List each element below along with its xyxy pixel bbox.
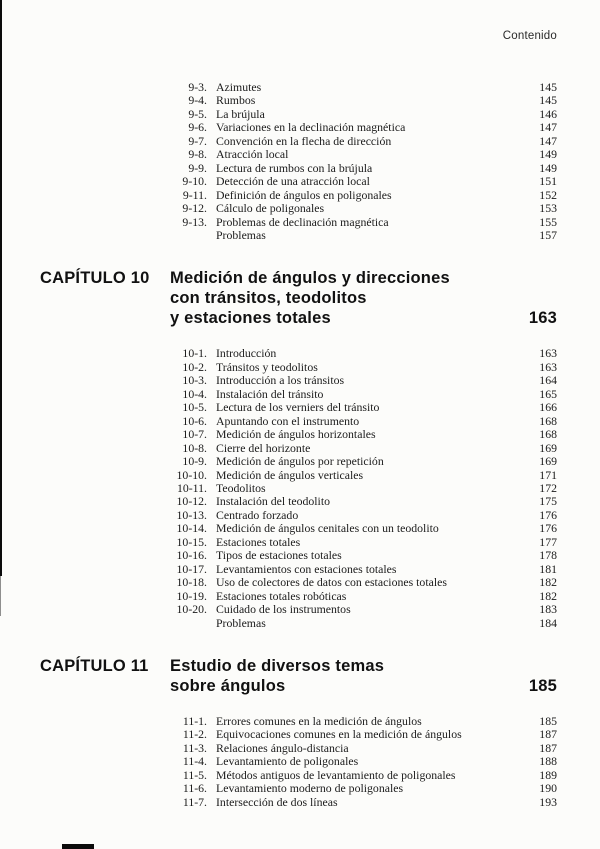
entry-page-number: 169	[539, 440, 557, 455]
toc-entry	[165, 347, 557, 360]
entry-number: 9-12.	[182, 201, 207, 216]
entry-title: Intersección de dos líneas	[216, 795, 338, 809]
chapter-title-line: Medición de ángulos y direcciones	[170, 269, 450, 288]
entry-title: Problemas	[216, 616, 266, 630]
entry-page-number: 182	[539, 588, 557, 603]
toc-entry	[165, 428, 557, 441]
entry-page-number: 171	[539, 467, 557, 482]
toc-entry	[165, 742, 557, 755]
entry-title: La brújula	[216, 107, 265, 121]
toc-entry	[165, 374, 557, 387]
entry-number: 11-7.	[182, 794, 207, 809]
toc-entry	[165, 189, 557, 202]
entry-page-number: 147	[539, 120, 557, 135]
entry-title: Apuntando con el instrumento	[216, 414, 360, 428]
entry-number: 10-10.	[176, 467, 207, 482]
entry-title: Atracción local	[216, 148, 289, 162]
entry-page-number: 183	[539, 602, 557, 617]
toc-entry	[165, 216, 557, 229]
toc-entry	[165, 388, 557, 401]
entry-number: 11-2.	[182, 727, 207, 742]
entry-page-number: 149	[539, 147, 557, 162]
entry-page-number: 187	[539, 740, 557, 755]
entry-title: Teodolitos	[216, 481, 266, 495]
entry-number: 9-8.	[188, 147, 207, 162]
toc-entry	[165, 590, 557, 603]
entry-page-number: 187	[539, 727, 557, 742]
entry-number	[165, 229, 207, 242]
toc-entry	[165, 81, 557, 94]
toc-entry	[165, 549, 557, 562]
toc-entry	[165, 94, 557, 107]
entry-page-number: 177	[539, 534, 557, 549]
chapter-title-line: y estaciones totales	[170, 309, 331, 328]
entry-number: 9-9.	[188, 160, 207, 175]
entry-page-number: 185	[539, 713, 557, 728]
entry-number: 10-6.	[182, 413, 207, 428]
toc-entry	[165, 469, 557, 482]
entry-title: Medición de ángulos cenitales con un teodolito	[216, 522, 439, 536]
entry-title: Instalación del teodolito	[216, 495, 331, 509]
entry-number: 10-9.	[182, 454, 207, 469]
toc-entry	[165, 415, 557, 428]
entry-page-number: 145	[539, 93, 557, 108]
entry-page-number: 163	[539, 359, 557, 374]
entry-page-number: 169	[539, 454, 557, 469]
toc-entry-list	[165, 81, 557, 242]
chapter-title-line: con tránsitos, teodolitos	[170, 289, 367, 308]
toc-entry	[165, 536, 557, 549]
entry-number: 11-3.	[182, 740, 207, 755]
entry-title: Estaciones totales	[216, 535, 301, 549]
entry-title: Rumbos	[216, 94, 256, 108]
entry-number: 11-4.	[182, 754, 207, 769]
entry-title: Cálculo de poligonales	[216, 202, 325, 216]
entry-title: Tipos de estaciones totales	[216, 549, 342, 563]
entry-number: 9-7.	[188, 133, 207, 148]
entry-page-number: 189	[539, 767, 557, 782]
entry-title: Levantamiento moderno de poligonales	[216, 782, 404, 796]
chapter-label: CAPÍTULO 10	[40, 269, 150, 288]
toc-entry	[165, 563, 557, 576]
entry-title: Problemas	[216, 228, 266, 242]
toc-entry	[165, 782, 557, 795]
entry-number: 10-15.	[176, 534, 207, 549]
entry-number	[165, 617, 207, 630]
entry-page-number: 181	[539, 561, 557, 576]
entry-number: 9-4.	[188, 93, 207, 108]
page-header: Contenido	[502, 30, 557, 42]
entry-number: 10-18.	[176, 575, 207, 590]
entry-title: Lectura de los verniers del tránsito	[216, 401, 380, 415]
toc-entry	[165, 202, 557, 215]
toc-entry	[165, 617, 557, 630]
entry-number: 10-19.	[176, 588, 207, 603]
entry-title: Levantamientos con estaciones totales	[216, 562, 397, 576]
entry-page-number: 193	[539, 794, 557, 809]
entry-page-number: 145	[539, 80, 557, 94]
toc-entry	[165, 728, 557, 741]
chapter-label: CAPÍTULO 11	[40, 656, 149, 675]
entry-number: 9-5.	[188, 106, 207, 121]
toc-entry	[165, 715, 557, 728]
entry-title: Detección de una atracción local	[216, 175, 370, 189]
entry-page-number: 175	[539, 494, 557, 509]
entry-number: 10-4.	[182, 386, 207, 401]
entry-page-number: 172	[539, 480, 557, 495]
entry-title: Introducción a los tránsitos	[216, 374, 345, 388]
entry-page-number: 157	[539, 227, 557, 242]
entry-title: Cuidado de los instrumentos	[216, 603, 351, 617]
entry-page-number: 163	[539, 346, 557, 361]
toc-entry	[165, 148, 557, 161]
toc-content	[40, 81, 557, 809]
entry-page-number: 176	[539, 521, 557, 536]
toc-entry	[165, 495, 557, 508]
toc-entry	[165, 522, 557, 535]
toc-entry	[165, 135, 557, 148]
entry-title: Errores comunes en la medición de ángulos	[216, 714, 422, 728]
entry-page-number: 168	[539, 427, 557, 442]
entry-number: 9-13.	[182, 214, 207, 229]
toc-entry	[165, 769, 557, 782]
entry-page-number: 151	[539, 174, 557, 189]
toc-entry	[165, 361, 557, 374]
entry-title: Estaciones totales robóticas	[216, 589, 347, 603]
entry-page-number: 168	[539, 413, 557, 428]
entry-title: Tránsitos y teodolitos	[216, 360, 318, 374]
entry-title: Centrado forzado	[216, 508, 299, 522]
entry-number: 9-6.	[188, 120, 207, 135]
entry-number: 11-1.	[182, 713, 207, 728]
toc-entry	[165, 175, 557, 188]
entry-number: 10-8.	[182, 440, 207, 455]
entry-page-number: 153	[539, 201, 557, 216]
entry-page-number: 178	[539, 548, 557, 563]
toc-entry	[165, 796, 557, 809]
entry-page-number: 166	[539, 400, 557, 415]
chapter-heading	[40, 268, 557, 328]
entry-page-number: 152	[539, 187, 557, 202]
chapter-heading	[40, 656, 557, 696]
toc-entry	[165, 455, 557, 468]
toc-entry	[165, 121, 557, 134]
entry-number: 9-11.	[182, 187, 207, 202]
entry-title: Levantamiento de poligonales	[216, 755, 359, 769]
entry-number: 10-16.	[176, 548, 207, 563]
entry-title: Instalación del tránsito	[216, 387, 324, 401]
toc-entry	[165, 755, 557, 768]
entry-title: Equivocaciones comunes en la medición de ángulos	[216, 728, 462, 742]
entry-number: 10-14.	[176, 521, 207, 536]
toc-entry	[165, 162, 557, 175]
entry-title: Variaciones en la declinación magnética	[216, 121, 406, 135]
toc-entry-list	[165, 347, 557, 630]
entry-number: 11-5.	[182, 767, 207, 782]
entry-title: Uso de colectores de datos con estaciones totales	[216, 576, 447, 590]
entry-title: Medición de ángulos por repetición	[216, 455, 384, 469]
entry-title: Medición de ángulos horizontales	[216, 428, 376, 442]
entry-number: 10-7.	[182, 427, 207, 442]
entry-title: Problemas de declinación magnética	[216, 215, 389, 229]
entry-title: Relaciones ángulo-distancia	[216, 741, 349, 755]
entry-page-number: 164	[539, 373, 557, 388]
entry-title: Azimutes	[216, 81, 262, 94]
entry-page-number: 149	[539, 160, 557, 175]
toc-entry	[165, 603, 557, 616]
chapter-page-number: 185	[528, 676, 557, 695]
toc-entry	[165, 576, 557, 589]
entry-number: 10-17.	[176, 561, 207, 576]
toc-entry	[165, 509, 557, 522]
chapter-title	[170, 268, 511, 328]
entry-title: Métodos antiguos de levantamiento de poligonales	[216, 768, 456, 782]
entry-title: Medición de ángulos verticales	[216, 468, 364, 482]
entry-number: 10-5.	[182, 400, 207, 415]
entry-number: 9-10.	[182, 174, 207, 189]
entry-page-number: 165	[539, 386, 557, 401]
entry-page-number: 188	[539, 754, 557, 769]
entry-page-number: 146	[539, 106, 557, 121]
entry-number: 10-1.	[182, 346, 207, 361]
toc-entry-list	[165, 715, 557, 809]
chapter-page-number: 163	[528, 309, 557, 328]
entry-page-number: 147	[539, 133, 557, 148]
chapter-title-line: Estudio de diversos temas	[170, 656, 385, 675]
entry-page-number: 176	[539, 507, 557, 522]
entry-title: Introducción	[216, 347, 277, 361]
entry-number: 10-12.	[176, 494, 207, 509]
entry-page-number: 184	[539, 615, 557, 630]
entry-number: 10-13.	[176, 507, 207, 522]
chapter-title-line: sobre ángulos	[170, 676, 286, 695]
entry-number: 11-6.	[182, 781, 207, 796]
entry-number: 10-20.	[176, 602, 207, 617]
entry-number: 10-11.	[176, 480, 207, 495]
chapter-title	[170, 656, 511, 696]
entry-title: Lectura de rumbos con la brújula	[216, 161, 373, 175]
entry-title: Convención en la flecha de dirección	[216, 134, 392, 148]
entry-number: 10-2.	[182, 359, 207, 374]
entry-page-number: 190	[539, 781, 557, 796]
entry-number: 10-3.	[182, 373, 207, 388]
toc-entry	[165, 442, 557, 455]
entry-title: Cierre del horizonte	[216, 441, 311, 455]
entry-page-number: 182	[539, 575, 557, 590]
toc-entry	[165, 229, 557, 242]
toc-entry	[165, 108, 557, 121]
entry-page-number: 155	[539, 214, 557, 229]
toc-entry	[165, 401, 557, 414]
entry-number: 9-3.	[188, 80, 207, 94]
entry-title: Definición de ángulos en poligonales	[216, 188, 392, 202]
toc-entry	[165, 482, 557, 495]
